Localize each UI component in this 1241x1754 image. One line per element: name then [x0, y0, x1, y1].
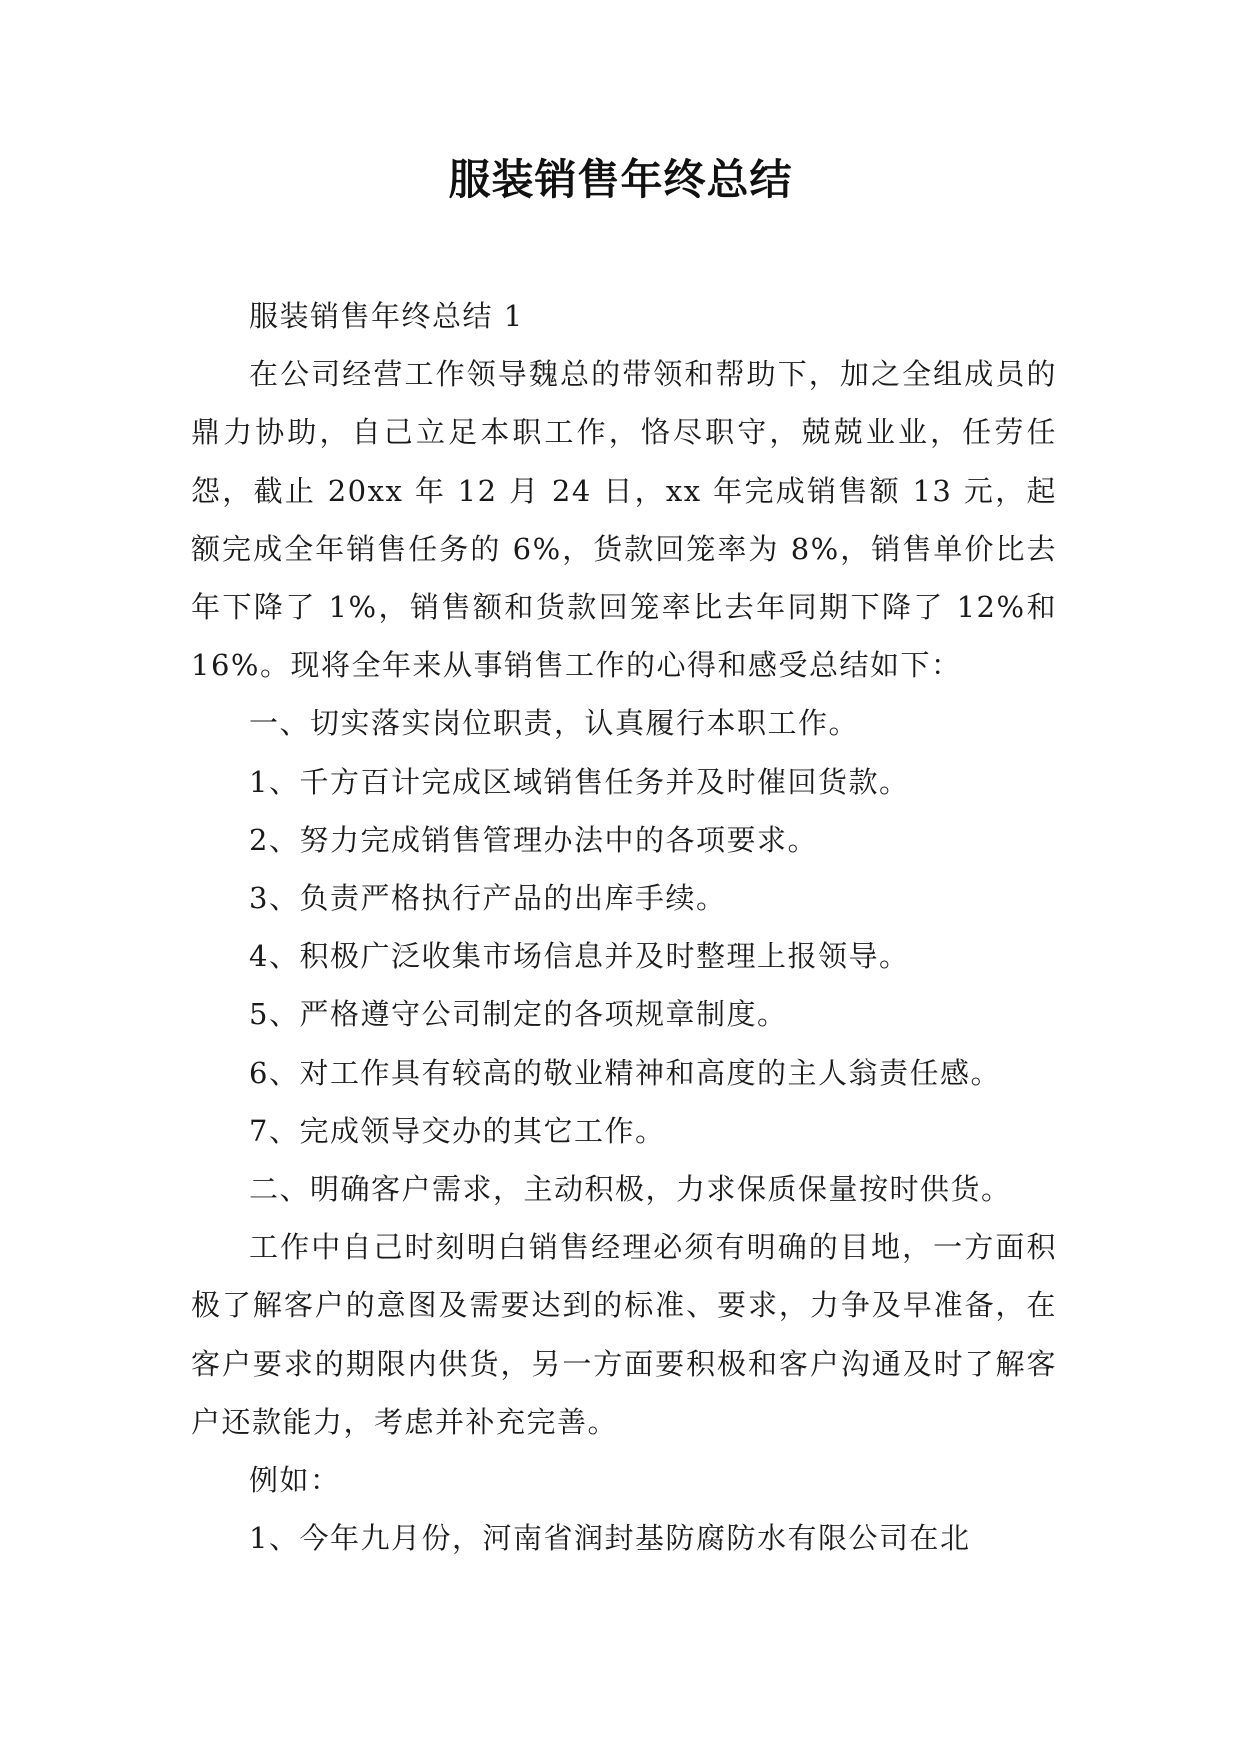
subsection-heading: 一、切实落实岗位职责，认真履行本职工作。	[249, 706, 860, 741]
section-heading: 服装销售年终总结 1	[249, 299, 524, 333]
list-item: 3、负责严格执行产品的出库手续。	[249, 881, 727, 916]
list-item: 7、完成领导交办的其它工作。	[249, 1113, 666, 1148]
list-item: 6、对工作具有较高的敬业精神和高度的主人翁责任感。	[249, 1055, 1001, 1090]
list-item: 1、今年九月份，河南省润封基防腐防水有限公司在北	[249, 1521, 971, 1556]
paragraph: 工作中自己时刻明白销售经理必须有明确的目地，一方面积极了解客户的意图及需要达到的标准、要求，力争及早准备，在客户要求的期限内供货，另一方面要积极和客户沟通及时了解客户还款能力，考虑并补充完善。	[191, 1230, 1057, 1439]
list-item: 1、千方百计完成区域销售任务并及时催回货款。	[249, 764, 910, 799]
list-item: 2、努力完成销售管理办法中的各项要求。	[249, 822, 818, 857]
document-body	[191, 287, 1057, 1567]
list-item: 4、积极广泛收集市场信息并及时整理上报领导。	[249, 939, 910, 974]
subsection-heading: 二、明确客户需求，主动积极，力求保质保量按时供货。	[249, 1172, 1012, 1207]
paragraph: 在公司经营工作领导魏总的带领和帮助下，加之全组成员的鼎力协助，自己立足本职工作，恪尽职守，兢兢业业，任劳任怨，截止 20xx 年 12 月 24 日，xx 年完成销售额 13 元，起额完成全年销售任务的 6%，货款回笼率为 8%，销售单价比去年下降了 1%，销售额和货款回笼率比去年同期下降了 12%和 16%。现将全年来从事销售工作的心得和感受总结如下：	[191, 357, 1057, 683]
document-title: 服装销售年终总结	[448, 155, 793, 204]
paragraph: 例如：	[249, 1463, 341, 1498]
list-item: 5、严格遵守公司制定的各项规章制度。	[249, 997, 788, 1032]
